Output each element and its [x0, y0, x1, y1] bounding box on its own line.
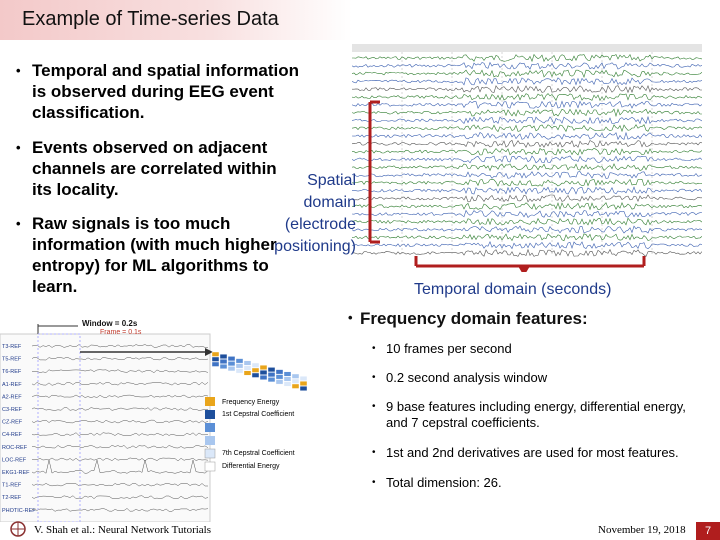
eeg-trace: [352, 203, 702, 210]
feature-cell: [292, 379, 299, 384]
feature-cell: [236, 359, 243, 364]
eeg-trace: [352, 63, 702, 70]
feature-cell: [244, 361, 251, 366]
eeg-trace: [352, 250, 702, 257]
feature-cell: [228, 366, 235, 371]
feature-cell: [220, 359, 227, 364]
left-bullet-list: [14, 60, 314, 311]
channel-label: T3-REF: [2, 344, 22, 350]
feature-cell: [220, 364, 227, 369]
feature-cell: [236, 369, 243, 374]
eeg-trace: [352, 109, 702, 116]
feature-cell: [284, 377, 291, 382]
eeg-trace: [352, 195, 702, 202]
eeg-trace: [352, 148, 702, 155]
legend-swatch: [205, 397, 215, 406]
eeg-trace: [352, 187, 702, 194]
channel-label: C3-REF: [2, 407, 22, 413]
feature-item: • 10 frames per second: [372, 341, 702, 357]
bullet-item: • Raw signals is too much information (with much higher entropy) for ML algorithms to learn.: [14, 213, 282, 297]
legend-label: 7th Cepstral Coefficient: [222, 450, 295, 457]
feature-cell: [236, 364, 243, 369]
channel-label: EKG1-REF: [2, 470, 30, 476]
legend-label: Differential Energy: [222, 463, 280, 470]
footer-date: November 19, 2018: [598, 524, 686, 536]
legend-swatch: [205, 410, 215, 419]
channel-label: A1-REF: [2, 381, 22, 388]
feature-cell: [284, 372, 291, 377]
eeg-trace: [352, 94, 702, 101]
eeg-trace: [352, 242, 702, 249]
eeg-toolbar: [352, 44, 702, 52]
feature-cell: [244, 371, 251, 376]
page-number: 7: [696, 522, 720, 540]
spatial-label-line: domain: [303, 194, 356, 211]
frequency-feature-list: [372, 341, 702, 491]
spatial-label-line: positioning): [274, 238, 356, 255]
channel-label: T6-REF: [2, 369, 22, 376]
eeg-trace: [352, 179, 702, 186]
feature-cell: [252, 368, 259, 373]
logo-icon: [6, 520, 30, 538]
eeg-trace: [352, 86, 702, 93]
channel-label: C4-REF: [2, 432, 22, 439]
feature-cell: [292, 374, 299, 379]
spatial-label-line: Spatial: [307, 172, 356, 189]
eeg-trace: [352, 164, 702, 171]
feature-cell: [228, 361, 235, 366]
eeg-trace: [352, 55, 702, 62]
feature-cell: [276, 380, 283, 385]
channel-label: ROC-REF: [2, 444, 28, 451]
feature-cell: [220, 354, 227, 359]
eeg-trace: [352, 133, 702, 140]
eeg-trace: [352, 140, 702, 147]
feature-cell: [268, 367, 275, 372]
feature-item: • 9 base features including energy, differential energy, and 7 cepstral coefficients.: [372, 399, 702, 431]
feature-cell: [300, 376, 307, 381]
channel-panel: [0, 334, 210, 522]
frame-label: Frame = 0.1s: [100, 329, 142, 336]
channel-label: A2-REF: [2, 394, 22, 401]
eeg-trace: [352, 226, 702, 233]
feature-item: • 1st and 2nd derivatives are used for most features.: [372, 445, 702, 461]
footer-citation: V. Shah et al.: Neural Network Tutorials: [34, 524, 212, 536]
spatial-domain-label: [270, 170, 356, 258]
feature-cell: [252, 363, 259, 368]
feature-cell: [260, 365, 267, 370]
feature-cell: [300, 386, 307, 391]
feature-cell: [276, 375, 283, 380]
channel-label: T5-REF: [2, 356, 22, 363]
feature-cell: [276, 370, 283, 375]
eeg-traces: [352, 52, 702, 256]
window-label: Window = 0.2s: [82, 319, 138, 328]
eeg-trace: [352, 156, 702, 163]
slide-title: Example of Time-series Data: [22, 8, 279, 30]
legend-swatch: [205, 449, 215, 458]
feature-cell: [292, 384, 299, 389]
eeg-trace: [352, 218, 702, 225]
eeg-trace: [352, 125, 702, 132]
eeg-trace: [352, 70, 702, 77]
eeg-trace: [352, 117, 702, 124]
feature-item: • 0.2 second analysis window: [372, 370, 702, 386]
feature-cell: [212, 352, 219, 357]
bullet-item: • Temporal and spatial information is observed during EEG event classification.: [14, 60, 314, 123]
channel-label: T2-REF: [2, 495, 22, 502]
temporal-bracket-tip: [518, 266, 530, 272]
feature-cell: [212, 362, 219, 367]
channel-label: PHOTIC-REF: [2, 507, 36, 514]
feature-cell: [228, 356, 235, 361]
eeg-trace: [352, 101, 702, 108]
eeg-plot: [352, 44, 702, 272]
feature-cell: [268, 372, 275, 377]
temporal-domain-label: Temporal domain (seconds): [414, 281, 612, 298]
channel-label: T1-REF: [2, 482, 22, 489]
feature-cell: [252, 373, 259, 378]
frequency-heading: • Frequency domain features:: [360, 309, 588, 329]
eeg-trace: [352, 78, 702, 85]
feature-cell: [260, 375, 267, 380]
legend-label: 1st Cepstral Coefficient: [222, 411, 295, 418]
feature-cell: [300, 381, 307, 386]
feature-item: • Total dimension: 26.: [372, 475, 702, 491]
frame-window-diagram: [0, 312, 350, 522]
feature-cell: [284, 382, 291, 387]
legend-label: Frequency Energy: [222, 399, 280, 406]
eeg-trace: [352, 172, 702, 179]
feature-grid: [212, 352, 307, 391]
channel-label: LOC-REF: [2, 457, 27, 464]
legend-swatch: [205, 436, 215, 445]
feature-cell: [212, 357, 219, 362]
legend-swatch: [205, 462, 215, 471]
feature-cell: [244, 366, 251, 371]
eeg-trace: [352, 211, 702, 218]
eeg-trace: [352, 234, 702, 241]
feature-cell: [268, 377, 275, 382]
feature-cell: [260, 370, 267, 375]
channel-label: CZ-REF: [2, 419, 23, 426]
spatial-label-line: (electrode: [284, 216, 356, 233]
legend-swatch: [205, 423, 215, 432]
bullet-item: • Events observed on adjacent channels are correlated within its locality.: [14, 137, 297, 200]
